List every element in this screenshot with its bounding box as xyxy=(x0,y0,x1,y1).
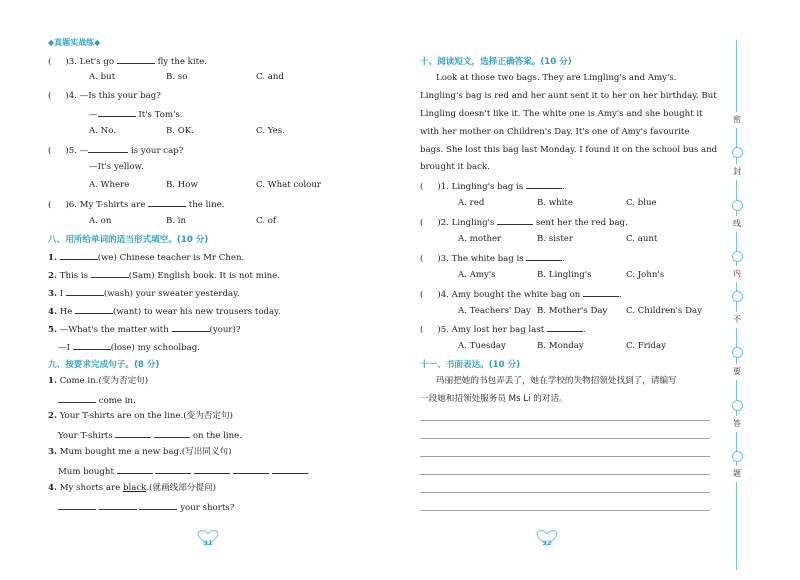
passage-line-1: Look at those two bags. They are Lingling's and Amy's. xyxy=(436,73,677,83)
answer-blank[interactable] xyxy=(154,429,190,438)
rewrite-answer-2: Your T-shirts on the line. xyxy=(58,431,242,441)
choice-question-4: ( )4. —Is this your bag? xyxy=(48,91,161,101)
seal-char: 不 xyxy=(729,312,745,328)
answer-blank[interactable] xyxy=(117,55,155,64)
answer-blank[interactable] xyxy=(115,429,151,438)
seal-char: 密 xyxy=(729,112,745,128)
answer-blank[interactable] xyxy=(526,252,562,261)
answer-blank[interactable] xyxy=(58,501,96,510)
section-9-title: 九、按要求完成句子。(8 分) xyxy=(48,360,160,370)
page-number-right: 32 xyxy=(536,530,558,544)
fill-item-5-reply: —I (lose) my schoolbag. xyxy=(58,343,201,353)
question-5-reply: —It's yellow. xyxy=(89,162,144,172)
rewrite-question-3: 3. Mum bought me a new bag.(写出同义句) xyxy=(48,447,232,457)
option-a: A. red xyxy=(458,198,485,208)
option-b: B. in xyxy=(166,216,187,226)
fill-item-1: 1. (we) Chinese teacher is Mr Chen. xyxy=(48,253,245,263)
answer-blank[interactable] xyxy=(148,198,186,207)
fill-item-5: 5. —What's the matter with (your)? xyxy=(48,325,241,335)
rewrite-question-1: 1. Come in.(变为否定句) xyxy=(48,376,149,386)
seal-dot xyxy=(732,400,743,411)
answer-blank[interactable] xyxy=(60,251,98,260)
option-c: C. Friday xyxy=(626,341,667,351)
option-a: A. Tuesday xyxy=(458,341,506,351)
fill-item-3: 3. I (wash) your sweater yesterday. xyxy=(48,289,240,299)
seal-char: 要 xyxy=(729,364,745,380)
answer-blank[interactable] xyxy=(88,144,128,153)
writing-line[interactable] xyxy=(420,492,710,493)
choice-question-6: ( )6. My T-shirts are the line. xyxy=(48,200,225,210)
writing-line[interactable] xyxy=(420,474,710,475)
passage-line-6: brought it back. xyxy=(420,162,490,172)
section-11-title: 十一、书面表达。(10 分) xyxy=(420,360,521,370)
option-c: C. of xyxy=(256,216,277,226)
answer-blank[interactable] xyxy=(98,108,136,117)
section-10-title: 十、阅读短文，选择正确答案。(10 分) xyxy=(420,57,572,67)
rewrite-question-4: 4. My shorts are black.(就画线部分提问) xyxy=(48,483,216,493)
rewrite-answer-4: your shorts? xyxy=(58,501,234,514)
fill-item-4: 4. He (want) to wear his new trousers today. xyxy=(48,307,281,317)
answer-blank[interactable] xyxy=(172,323,210,332)
choice-question-5: ( )5. — is your cap? xyxy=(48,146,184,156)
option-b: B. so xyxy=(166,72,188,82)
seal-char: 内 xyxy=(729,266,745,282)
reading-question-3: ( )3. The white bag is . xyxy=(420,254,566,264)
option-a: A. Amy's xyxy=(458,270,496,280)
option-c: C. and xyxy=(256,72,284,82)
seal-dot xyxy=(732,291,743,302)
option-a: A. but xyxy=(89,72,116,82)
reading-question-4: ( )4. Amy bought the white bag on . xyxy=(420,290,622,300)
answer-blank[interactable] xyxy=(526,180,562,189)
rewrite-question-2: 2. Your T-shirts are on the line.(变为否定句) xyxy=(48,411,233,421)
passage-line-4: with her mother on Children's Day. It's one of Amy's favourite xyxy=(420,127,690,137)
option-a: A. Where xyxy=(89,180,130,190)
option-a: A. mother xyxy=(458,234,502,244)
rewrite-answer-1: come in. xyxy=(58,394,136,407)
choice-question-3: ( )3. Let's go fly the kite. xyxy=(48,57,207,67)
passage-line-2: Lingling's bag is red and her aunt sent it to her on her birthday. But xyxy=(420,91,717,101)
option-c: C. John's xyxy=(626,270,665,280)
option-b: B. sister xyxy=(537,234,573,244)
answer-blank[interactable] xyxy=(117,465,153,474)
answer-blank[interactable] xyxy=(497,216,533,225)
answer-blank[interactable] xyxy=(58,394,96,403)
option-b: B. Monday xyxy=(537,341,584,351)
writing-line[interactable] xyxy=(420,456,710,457)
seal-char: 线 xyxy=(729,216,745,232)
page-number-left: 31 xyxy=(197,530,219,544)
answer-blank[interactable] xyxy=(547,323,583,332)
option-a: A. Teachers' Day xyxy=(458,306,531,316)
answer-blank[interactable] xyxy=(91,269,129,278)
option-c: C. Children's Day xyxy=(626,306,702,316)
writing-line[interactable] xyxy=(420,420,710,421)
option-a: A. on xyxy=(89,216,112,226)
seal-char: 题 xyxy=(729,466,745,482)
option-c: C. What colour xyxy=(256,180,321,190)
underlined-word: black xyxy=(122,483,147,493)
question-4-reply: — It's Tom's. xyxy=(89,110,183,120)
answer-blank[interactable] xyxy=(233,465,269,474)
answer-blank[interactable] xyxy=(194,465,230,474)
reading-question-5: ( )5. Amy lost her bag last . xyxy=(420,325,586,335)
writing-line[interactable] xyxy=(420,510,710,511)
answer-blank[interactable] xyxy=(272,465,308,474)
answer-blank[interactable] xyxy=(99,501,137,510)
answer-blank[interactable] xyxy=(155,465,191,474)
option-c: C. aunt xyxy=(626,234,658,244)
section-8-title: 八、用所给单词的适当形式填空。(10 分) xyxy=(48,235,209,245)
answer-blank[interactable] xyxy=(139,501,177,510)
section-banner: ◆真题实战练◆ xyxy=(48,38,101,47)
seal-dot xyxy=(732,200,743,211)
writing-line[interactable] xyxy=(420,438,710,439)
writing-prompt-line-2: 一段她和招领处服务员 Ms Li 的对话。 xyxy=(420,394,568,404)
reading-question-2: ( )2. Lingling's sent her the red bag. xyxy=(420,218,628,228)
option-b: B. How xyxy=(166,180,198,190)
fill-item-2: 2. This is (Sam) English book. It is not mine. xyxy=(48,271,280,281)
answer-blank[interactable] xyxy=(75,305,113,314)
option-c: C. blue xyxy=(626,198,657,208)
seal-dot xyxy=(732,347,743,358)
seal-char: 答 xyxy=(729,416,745,432)
writing-prompt-line-1: 玛丽把她的书包弄丢了，她在学校的失物招领处找到了，请编写 xyxy=(436,376,677,386)
passage-line-5: bags. She lost this bag last Monday. I found it on the school bus and xyxy=(420,145,718,155)
option-b: B. white xyxy=(537,198,573,208)
answer-blank[interactable] xyxy=(66,287,104,296)
seal-char: 封 xyxy=(729,164,745,180)
reading-question-1: ( )1. Lingling's bag is . xyxy=(420,182,565,192)
option-c: C. Yes. xyxy=(256,126,285,136)
answer-blank[interactable] xyxy=(73,341,111,350)
rewrite-answer-3: Mum bought xyxy=(58,465,308,478)
option-b: B. Mother's Day xyxy=(537,306,608,316)
option-b: B. OK. xyxy=(166,126,194,136)
passage-line-3: Lingling doesn't like it. The white one is Amy's and she bought it xyxy=(420,109,703,119)
answer-blank[interactable] xyxy=(583,288,619,297)
seal-dot xyxy=(732,451,743,462)
option-b: B. Lingling's xyxy=(537,270,592,280)
seal-dot xyxy=(732,251,743,262)
option-a: A. No. xyxy=(89,126,116,136)
seal-dot xyxy=(732,147,743,158)
